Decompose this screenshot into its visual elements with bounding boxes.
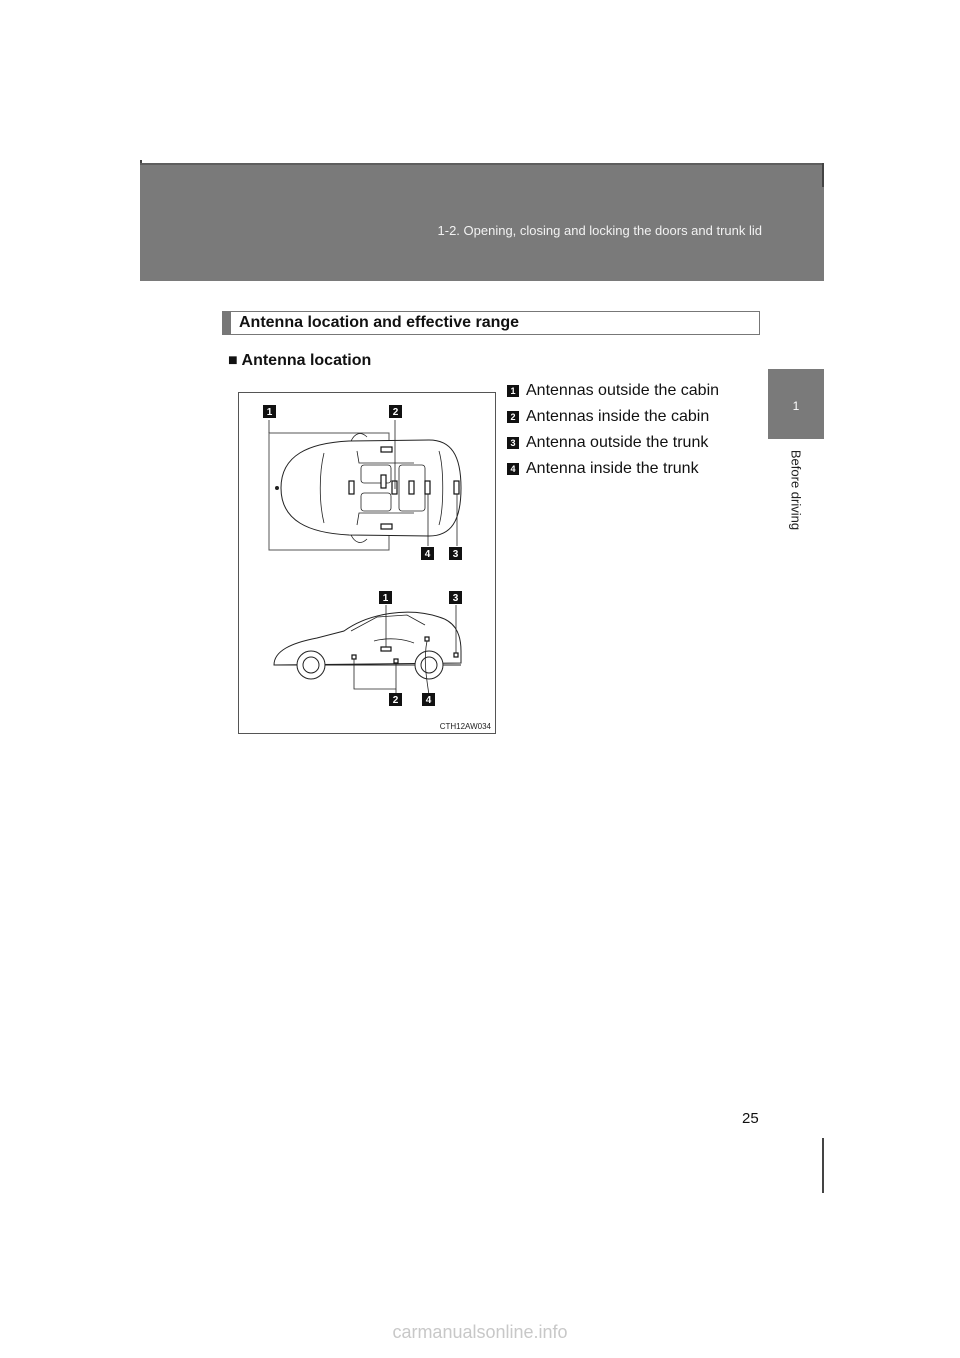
crop-mark-bottom-right xyxy=(822,1138,824,1193)
callout-top-4 xyxy=(421,547,434,560)
callout-label: 3 xyxy=(452,549,459,560)
number-badge: 1 xyxy=(507,385,519,397)
section-heading-bar xyxy=(223,312,231,334)
legend-item xyxy=(507,404,719,430)
number-badge: 3 xyxy=(507,437,519,449)
legend-text: Antennas outside the cabin xyxy=(526,382,720,399)
page-number: 25 xyxy=(742,1110,759,1127)
legend-text: Antenna inside the trunk xyxy=(526,460,699,477)
callout-side-3 xyxy=(449,591,462,604)
antenna-legend xyxy=(507,378,719,482)
header-band xyxy=(140,163,824,281)
number-badge: 4 xyxy=(507,463,519,475)
legend-item xyxy=(507,378,719,404)
section-heading xyxy=(222,311,760,335)
callout-top-2 xyxy=(389,405,402,418)
callout-top-3 xyxy=(449,547,462,560)
sub-heading: ■ Antenna location xyxy=(228,352,372,369)
legend-item xyxy=(507,456,719,482)
callout-label: 4 xyxy=(425,695,432,706)
legend-text: Antennas inside the cabin xyxy=(526,408,710,425)
callout-label: 2 xyxy=(392,407,399,418)
antenna-location-figure xyxy=(238,392,496,734)
callout-label: 4 xyxy=(424,549,431,560)
number-badge: 2 xyxy=(507,411,519,423)
section-heading-text: Antenna location and effective range xyxy=(239,314,520,331)
header-divider xyxy=(140,163,824,165)
callout-side-4 xyxy=(422,693,435,706)
callout-label: 2 xyxy=(392,695,399,706)
crop-mark-top-left xyxy=(140,160,142,163)
callout-label: 1 xyxy=(382,593,389,604)
chapter-tab xyxy=(768,369,824,439)
callout-side-2 xyxy=(389,693,402,706)
callout-label: 3 xyxy=(452,593,459,604)
callout-top-1 xyxy=(263,405,276,418)
chapter-number: 1 xyxy=(792,399,800,413)
legend-text: Antenna outside the trunk xyxy=(526,434,709,451)
watermark: carmanualsonline.info xyxy=(392,1322,568,1342)
chapter-title: 1-2. Opening, closing and locking the doors and trunk lid xyxy=(437,223,762,238)
figure-code: CTH12AW034 xyxy=(439,722,491,731)
car-illustration xyxy=(239,393,497,735)
crop-mark-top-right xyxy=(822,163,824,187)
chapter-label: Before driving xyxy=(788,449,804,531)
car-top-view xyxy=(269,433,461,550)
callout-side-1 xyxy=(379,591,392,604)
callout-label: 1 xyxy=(266,407,273,418)
legend-item xyxy=(507,430,719,456)
car-side-view xyxy=(274,612,461,679)
